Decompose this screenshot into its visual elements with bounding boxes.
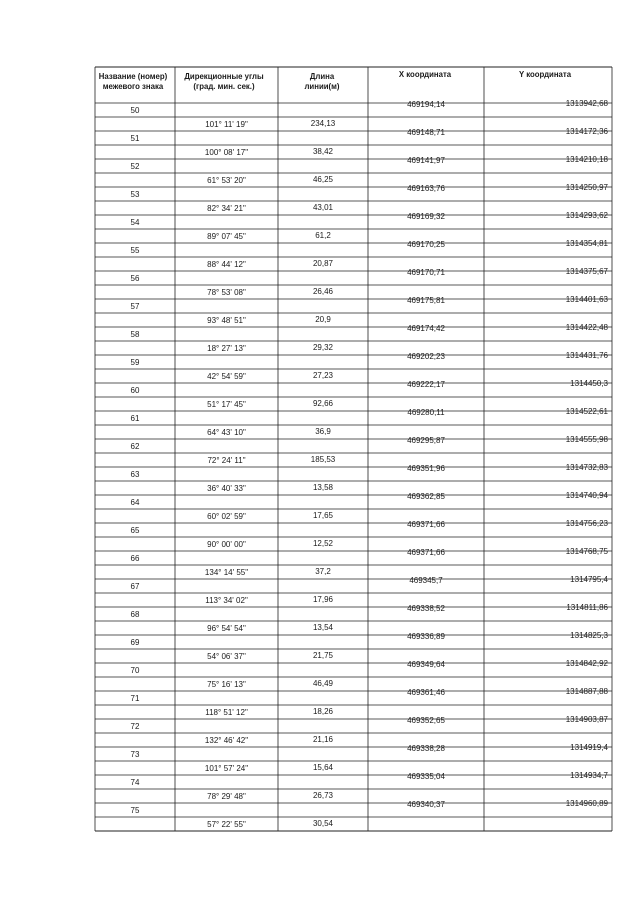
x-coordinate: 469202,23: [407, 352, 445, 361]
y-coordinate: 1314431,76: [565, 351, 608, 360]
direction-angle: 75° 16' 13": [207, 680, 246, 689]
direction-angle: 101° 11' 19": [205, 120, 248, 129]
x-coordinate: 469352,65: [407, 716, 445, 725]
y-coordinate: 1314768,75: [565, 547, 608, 556]
y-coordinate: 1314825,3: [570, 631, 608, 640]
y-coordinate: 1314887,88: [565, 687, 608, 696]
point-number: 73: [130, 750, 140, 759]
direction-angle: 60° 02' 59": [207, 512, 246, 521]
x-coordinate: 469175,81: [407, 296, 445, 305]
point-number: 58: [130, 330, 140, 339]
y-coordinate: 1314210,18: [565, 155, 608, 164]
line-length: 61,2: [315, 231, 331, 240]
point-number: 65: [130, 526, 140, 535]
direction-angle: 89° 07' 45": [207, 232, 246, 241]
line-length: 46,49: [312, 679, 334, 688]
point-number: 70: [130, 666, 140, 675]
y-coordinate: 1313942,68: [565, 99, 608, 108]
y-coordinate: 1314740,94: [565, 491, 608, 500]
point-number: 68: [130, 610, 140, 619]
x-coordinate: 469351,96: [407, 464, 445, 473]
line-length: 12,52: [312, 539, 334, 548]
y-coordinate: 1314795,4: [570, 575, 608, 584]
direction-angle: 90° 00' 00": [207, 540, 246, 549]
point-number: 54: [130, 218, 140, 227]
y-coordinate: 1314934,7: [570, 771, 608, 780]
direction-angle: 42° 54' 59": [207, 372, 246, 381]
x-coordinate: 469338,52: [407, 604, 445, 613]
direction-angle: 72° 24' 11": [207, 456, 246, 465]
x-coordinate: 469335,04: [407, 772, 445, 781]
line-length: 17,65: [312, 511, 334, 520]
x-coordinate: 469222,17: [407, 380, 445, 389]
header-point-name: Название (номер) межевого знака: [98, 72, 168, 91]
y-coordinate: 1314401,63: [565, 295, 608, 304]
y-coordinate: 1314293,62: [565, 211, 608, 220]
x-coordinate: 469371,66: [407, 520, 445, 529]
y-coordinate: 1314960,89: [565, 799, 608, 808]
point-number: 59: [130, 358, 140, 367]
line-length: 43,01: [312, 203, 334, 212]
direction-angle: 132° 46' 42": [204, 736, 249, 745]
direction-angle: 64° 43' 10": [207, 428, 246, 437]
y-coordinate: 1314811,86: [566, 603, 608, 612]
x-coordinate: 469141,97: [407, 156, 445, 165]
line-length: 185,53: [310, 455, 336, 464]
point-number: 60: [130, 386, 140, 395]
y-coordinate: 1314375,67: [565, 267, 608, 276]
y-coordinate: 1314250,97: [565, 183, 608, 192]
direction-angle: 88° 44' 12": [207, 260, 246, 269]
point-number: 62: [130, 442, 140, 451]
x-coordinate: 469345,7: [409, 576, 443, 585]
point-number: 57: [130, 302, 140, 311]
direction-angle: 78° 53' 08": [207, 288, 246, 297]
direction-angle: 82° 34' 21": [207, 204, 246, 213]
point-number: 64: [130, 498, 140, 507]
line-length: 20,9: [315, 315, 331, 324]
x-coordinate: 469336,89: [407, 632, 445, 641]
header-direction-angle: Дирекционные углы (град. мин. сек.): [184, 72, 264, 91]
header-line-length: Длина линии(м): [304, 72, 340, 91]
header-x-coordinate: X координата: [398, 70, 452, 79]
point-number: 51: [130, 134, 140, 143]
y-coordinate: 1314756,23: [565, 519, 608, 528]
line-length: 15,64: [312, 763, 334, 772]
line-length: 20,87: [312, 259, 334, 268]
x-coordinate: 469194,14: [407, 100, 445, 109]
y-coordinate: 1314555,98: [565, 435, 608, 444]
direction-angle: 54° 06' 37": [207, 652, 246, 661]
x-coordinate: 469371,66: [407, 548, 445, 557]
point-number: 71: [130, 694, 140, 703]
x-coordinate: 469169,32: [407, 212, 445, 221]
line-length: 21,75: [312, 651, 334, 660]
x-coordinate: 469362,85: [407, 492, 445, 501]
y-coordinate: 1314903,87: [565, 715, 608, 724]
y-coordinate: 1314450,3: [570, 379, 608, 388]
line-length: 29,32: [312, 343, 334, 352]
line-length: 21,16: [312, 735, 334, 744]
direction-angle: 78° 29' 48": [207, 792, 246, 801]
x-coordinate: 469170,71: [407, 268, 445, 277]
y-coordinate: 1314422,48: [565, 323, 608, 332]
point-number: 56: [130, 274, 140, 283]
direction-angle: 57° 22' 55": [207, 820, 246, 829]
x-coordinate: 469295,87: [407, 436, 445, 445]
y-coordinate: 1314732,83: [565, 463, 608, 472]
line-length: 38,42: [312, 147, 334, 156]
point-number: 72: [130, 722, 140, 731]
x-coordinate: 469280,11: [407, 408, 445, 417]
line-length: 26,46: [312, 287, 334, 296]
line-length: 30,54: [312, 819, 334, 828]
x-coordinate: 469338,28: [407, 744, 445, 753]
point-number: 74: [130, 778, 140, 787]
line-length: 234,13: [310, 119, 336, 128]
y-coordinate: 1314919,4: [570, 743, 608, 752]
line-length: 36,9: [315, 427, 331, 436]
direction-angle: 118° 51' 12": [205, 708, 248, 717]
line-length: 46,25: [312, 175, 334, 184]
line-length: 92,66: [312, 399, 334, 408]
point-number: 61: [130, 414, 140, 423]
x-coordinate: 469340,37: [407, 800, 445, 809]
x-coordinate: 469148,71: [407, 128, 445, 137]
point-number: 69: [130, 638, 140, 647]
x-coordinate: 469174,42: [407, 324, 445, 333]
header-y-coordinate: Y координата: [518, 70, 572, 79]
y-coordinate: 1314354,81: [565, 239, 608, 248]
x-coordinate: 469361,46: [407, 688, 445, 697]
direction-angle: 51° 17' 45": [207, 400, 246, 409]
y-coordinate: 1314172,36: [565, 127, 608, 136]
line-length: 26,73: [312, 791, 334, 800]
line-length: 17,96: [312, 595, 334, 604]
line-length: 13,58: [312, 483, 334, 492]
point-number: 50: [130, 106, 140, 115]
direction-angle: 93° 48' 51": [207, 316, 246, 325]
direction-angle: 18° 27' 13": [207, 344, 246, 353]
line-length: 13,54: [312, 623, 334, 632]
point-number: 66: [130, 554, 140, 563]
direction-angle: 100° 08' 17": [204, 148, 249, 157]
point-number: 52: [130, 162, 140, 171]
line-length: 37,2: [315, 567, 331, 576]
y-coordinate: 1314522,61: [565, 407, 608, 416]
point-number: 75: [130, 806, 140, 815]
direction-angle: 36° 40' 33": [207, 484, 246, 493]
direction-angle: 101° 57' 24": [204, 764, 249, 773]
x-coordinate: 469170,25: [407, 240, 445, 249]
line-length: 27,23: [312, 371, 334, 380]
x-coordinate: 469349,64: [407, 660, 445, 669]
point-number: 53: [130, 190, 140, 199]
direction-angle: 96° 54' 54": [207, 624, 246, 633]
direction-angle: 113° 34' 02": [205, 596, 248, 605]
x-coordinate: 469163,76: [407, 184, 445, 193]
point-number: 55: [130, 246, 140, 255]
point-number: 63: [130, 470, 140, 479]
point-number: 67: [130, 582, 140, 591]
direction-angle: 134° 14' 55": [204, 568, 249, 577]
line-length: 18,26: [312, 707, 334, 716]
direction-angle: 61° 53' 20": [207, 176, 246, 185]
y-coordinate: 1314842,92: [565, 659, 608, 668]
